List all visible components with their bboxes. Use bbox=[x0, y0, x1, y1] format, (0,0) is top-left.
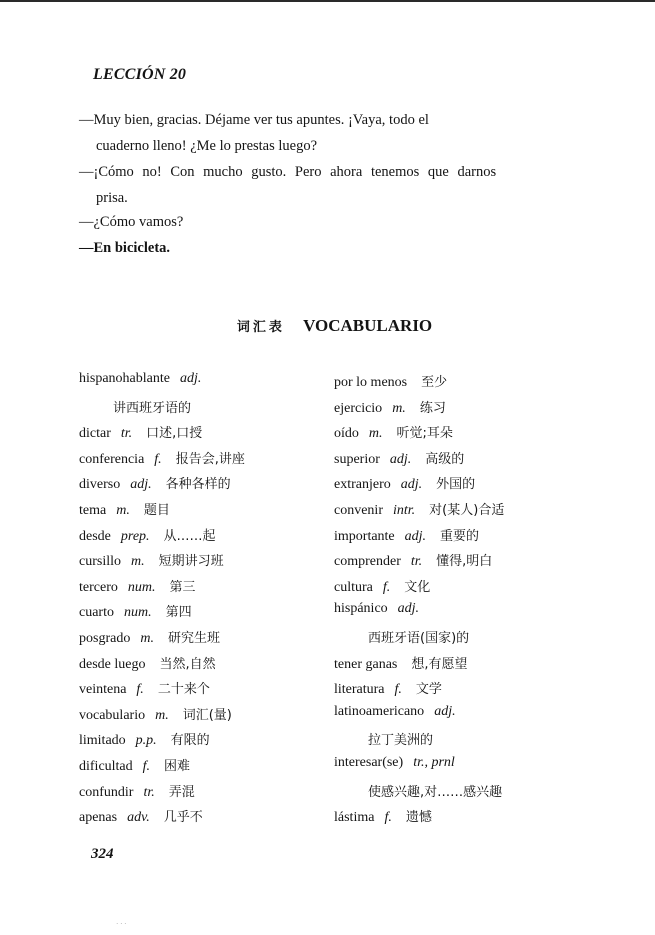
vocab-entry bbox=[334, 806, 432, 826]
vocab-word: cursillo bbox=[79, 554, 121, 570]
vocab-part-of-speech: p.p. bbox=[135, 733, 157, 749]
vocab-entry bbox=[79, 448, 245, 468]
vocab-entry bbox=[79, 781, 195, 801]
vocab-part-of-speech: adj. bbox=[404, 528, 427, 544]
vocab-part-of-speech: num. bbox=[127, 579, 156, 595]
vocab-word: diverso bbox=[79, 477, 121, 493]
vocab-entry bbox=[334, 397, 446, 417]
vocab-part-of-speech: adj. bbox=[400, 477, 423, 493]
vocab-entry bbox=[334, 550, 492, 570]
vocab-part-of-speech: tr. bbox=[143, 784, 155, 800]
vocab-meaning: 遗憾 bbox=[405, 810, 432, 826]
vocab-entry bbox=[79, 653, 216, 673]
vocab-entry bbox=[368, 729, 433, 749]
vocab-word: por lo menos bbox=[334, 375, 408, 390]
vocab-entry bbox=[334, 499, 504, 519]
vocab-meaning: 从……起 bbox=[163, 528, 216, 544]
vocab-word: extranjero bbox=[334, 477, 391, 493]
footer-marks: · · · bbox=[116, 920, 127, 928]
vocab-entry bbox=[334, 525, 479, 545]
vocab-entry bbox=[79, 576, 196, 596]
dialogue-line: —Muy bien, gracias. Déjame ver tus apuntes. ¡Vaya, todo el bbox=[79, 112, 429, 128]
vocab-entry bbox=[113, 397, 191, 417]
vocab-entry bbox=[79, 627, 220, 647]
dialogue-line: —¡Cómo no! Con mucho gusto. Pero ahora tenemos que darnos bbox=[79, 164, 497, 180]
vocab-word: lástima bbox=[334, 810, 375, 826]
vocab-meaning: 二十来个 bbox=[157, 682, 210, 698]
vocab-word: ejercicio bbox=[334, 400, 383, 416]
dialogue-line: prisa. bbox=[96, 190, 128, 206]
vocab-meaning: 有限的 bbox=[170, 733, 210, 749]
vocab-word: dificultad bbox=[79, 759, 133, 774]
vocab-meaning: 第三 bbox=[169, 579, 196, 595]
vocab-entry bbox=[334, 653, 468, 673]
vocab-part-of-speech: adj. bbox=[130, 477, 152, 493]
vocab-meaning: 重要的 bbox=[440, 528, 480, 544]
vocab-entry bbox=[79, 729, 210, 749]
vocab-meaning: 几乎不 bbox=[163, 810, 203, 826]
vocab-entry bbox=[368, 781, 502, 801]
vocab-word: literatura bbox=[334, 682, 385, 698]
vocab-word: tercero bbox=[79, 579, 118, 595]
vocab-part-of-speech: m. bbox=[392, 400, 406, 416]
vocab-part-of-speech: f. bbox=[384, 810, 392, 826]
vocab-entry bbox=[334, 422, 453, 442]
vocab-word: tema bbox=[79, 503, 107, 518]
lesson-header: LECCIÓN 20 bbox=[93, 66, 187, 83]
vocab-word: superior bbox=[334, 451, 380, 467]
vocab-part-of-speech: tr. bbox=[120, 426, 133, 442]
vocab-meaning: 口述,口授 bbox=[146, 426, 203, 442]
vocab-entry bbox=[79, 422, 202, 442]
vocab-word: convenir bbox=[334, 503, 383, 518]
vocab-word: dictar bbox=[79, 426, 111, 442]
vocab-part-of-speech: f. bbox=[394, 682, 402, 698]
vocab-entry bbox=[79, 601, 192, 621]
vocab-entry bbox=[334, 704, 456, 720]
vocab-part-of-speech: adj. bbox=[434, 703, 456, 719]
vocab-word: limitado bbox=[79, 733, 126, 749]
vocab-meaning: 困难 bbox=[164, 759, 191, 774]
vocab-part-of-speech: tr. bbox=[410, 554, 423, 570]
vocab-entry bbox=[79, 704, 232, 724]
vocab-part-of-speech: adj. bbox=[389, 451, 412, 467]
vocab-meaning: 讲西班牙语的 bbox=[113, 400, 192, 416]
vocab-part-of-speech: m. bbox=[131, 554, 145, 570]
vocab-entry bbox=[334, 473, 475, 493]
vocab-part-of-speech: f. bbox=[142, 759, 151, 774]
vocab-entry bbox=[334, 371, 447, 391]
vocab-entry bbox=[334, 755, 455, 771]
vocab-part-of-speech: adv. bbox=[127, 810, 150, 826]
vocab-part-of-speech: adj. bbox=[397, 601, 420, 617]
vocab-meaning: 西班牙语(国家)的 bbox=[368, 631, 470, 646]
vocab-part-of-speech: m. bbox=[116, 503, 130, 518]
vocab-word: tener ganas bbox=[334, 656, 398, 672]
vocab-word: interesar(se) bbox=[334, 755, 404, 770]
vocab-word: desde bbox=[79, 528, 111, 544]
vocab-meaning: 词汇(量) bbox=[182, 707, 232, 723]
vocab-entry bbox=[334, 576, 430, 596]
vocab-meaning: 各种各样的 bbox=[165, 477, 231, 493]
vocab-part-of-speech: num. bbox=[123, 605, 152, 621]
vocabulary-heading bbox=[0, 316, 655, 336]
vocab-entry bbox=[368, 627, 469, 647]
vocab-meaning: 至少 bbox=[421, 375, 448, 390]
vocab-meaning: 文学 bbox=[415, 682, 442, 698]
vocab-word: latinoamericano bbox=[334, 703, 425, 719]
vocab-meaning: 听觉;耳朵 bbox=[396, 426, 453, 442]
vocab-word: importante bbox=[334, 528, 395, 544]
vocab-entry bbox=[334, 678, 442, 698]
vocab-meaning: 使感兴趣,对……感兴趣 bbox=[368, 784, 503, 800]
vocab-meaning: 对(某人)合适 bbox=[429, 503, 505, 518]
vocab-word: apenas bbox=[79, 810, 118, 826]
vocab-part-of-speech: f. bbox=[154, 451, 162, 467]
vocab-entry bbox=[79, 473, 231, 493]
vocab-word: conferencia bbox=[79, 451, 145, 467]
vocab-meaning: 研究生班 bbox=[167, 631, 220, 646]
vocab-entry bbox=[334, 601, 419, 617]
vocab-entry bbox=[334, 448, 464, 468]
vocab-entry bbox=[79, 371, 201, 387]
vocabulary-heading-zh: 词汇表 bbox=[236, 320, 285, 335]
vocab-meaning: 第四 bbox=[165, 605, 192, 621]
vocab-word: comprender bbox=[334, 554, 401, 570]
vocab-word: desde luego bbox=[79, 656, 146, 672]
vocab-word: hispanohablante bbox=[79, 371, 170, 386]
vocab-meaning: 练习 bbox=[419, 400, 446, 416]
vocab-part-of-speech: m. bbox=[140, 631, 154, 646]
vocab-part-of-speech: f. bbox=[382, 579, 391, 595]
vocab-entry bbox=[79, 525, 216, 545]
vocab-part-of-speech: prep. bbox=[120, 528, 150, 544]
vocab-part-of-speech: f. bbox=[136, 682, 144, 698]
vocab-entry bbox=[79, 678, 210, 698]
vocab-word: posgrado bbox=[79, 631, 131, 646]
vocab-meaning: 想,有愿望 bbox=[411, 656, 468, 672]
vocab-entry bbox=[79, 499, 170, 519]
vocab-word: veintena bbox=[79, 682, 127, 698]
top-rule bbox=[0, 0, 655, 2]
vocab-entry bbox=[79, 806, 203, 826]
vocab-meaning: 懂得,明白 bbox=[436, 554, 493, 570]
vocab-meaning: 报告会,讲座 bbox=[175, 451, 245, 467]
vocabulary-heading-es: VOCABULARIO bbox=[303, 316, 433, 335]
vocab-part-of-speech: adj. bbox=[179, 371, 202, 386]
vocab-word: cultura bbox=[334, 579, 373, 595]
vocab-meaning: 高级的 bbox=[425, 451, 465, 467]
vocab-part-of-speech: intr. bbox=[392, 503, 416, 518]
vocab-meaning: 题目 bbox=[143, 503, 170, 518]
vocab-meaning: 文化 bbox=[404, 579, 431, 595]
vocab-part-of-speech: m. bbox=[368, 426, 383, 442]
vocab-meaning: 外国的 bbox=[436, 477, 476, 493]
page-number: 324 bbox=[91, 846, 114, 862]
vocab-word: oído bbox=[334, 426, 359, 442]
vocab-word: confundir bbox=[79, 784, 134, 800]
dialogue-line: —¿Cómo vamos? bbox=[79, 214, 184, 230]
dialogue-line: cuaderno lleno! ¿Me lo prestas luego? bbox=[96, 138, 318, 154]
vocab-word: cuarto bbox=[79, 605, 114, 621]
vocab-part-of-speech: tr., prnl bbox=[413, 755, 455, 770]
vocab-word: vocabulario bbox=[79, 707, 146, 723]
vocab-word: hispánico bbox=[334, 601, 388, 617]
vocab-entry bbox=[79, 550, 224, 570]
vocab-part-of-speech: m. bbox=[155, 707, 169, 723]
vocab-meaning: 弄混 bbox=[168, 784, 195, 800]
dialogue-line: —En bicicleta. bbox=[79, 240, 171, 256]
vocab-entry bbox=[79, 755, 190, 775]
vocab-meaning: 当然,自然 bbox=[159, 656, 216, 672]
vocab-meaning: 拉丁美洲的 bbox=[368, 733, 434, 749]
vocab-meaning: 短期讲习班 bbox=[158, 554, 224, 570]
